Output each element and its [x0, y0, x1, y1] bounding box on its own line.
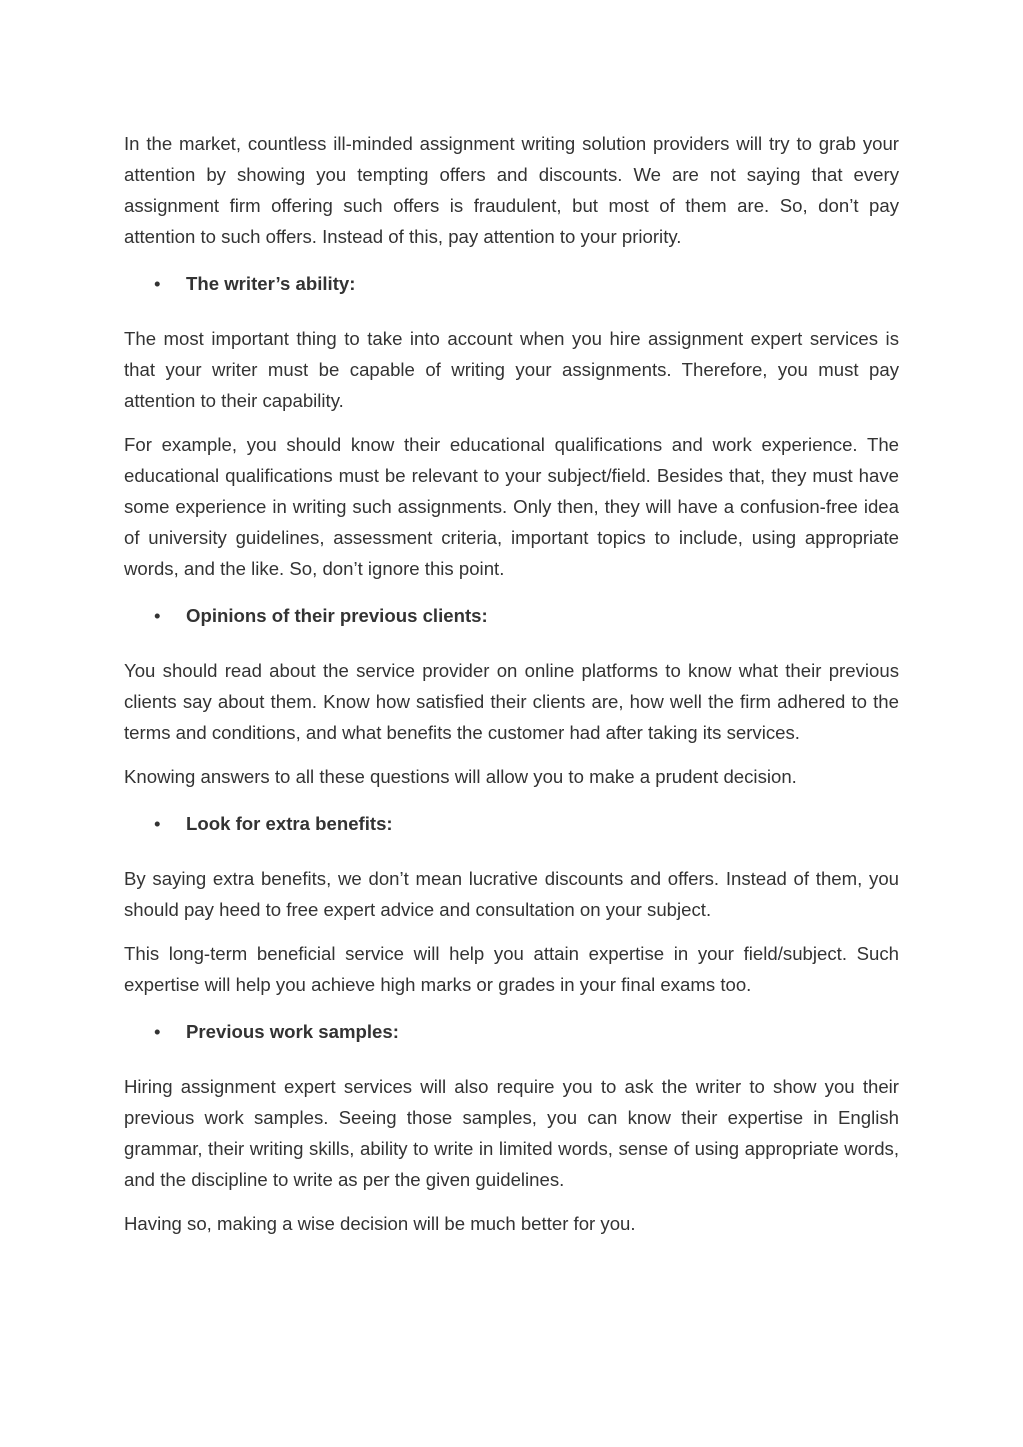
bullet-icon: •	[154, 273, 161, 294]
bullet-icon: •	[154, 605, 161, 626]
paragraph-qualifications: For example, you should know their educational qualifications and work experience. The educational qualifications must be relevant to your subject/field. Besides that, they must have some experience in writing such assignments. Only then, they will have a confusion-free idea of university guidelines, assessment criteria, important topics to include, using appropriate words, and the like. So, don’t ignore this point.	[124, 434, 899, 579]
paragraph-long-term-service: This long-term beneficial service will help you attain expertise in your field/subject. Such expertise will help you achieve high marks or grades in your final exams too.	[124, 943, 899, 995]
paragraph-expert-advice: By saying extra benefits, we don’t mean lucrative discounts and offers. Instead of them, you should pay heed to free expert advice and consultation on your subject.	[124, 868, 899, 920]
heading-label: The writer’s ability:	[186, 273, 356, 294]
paragraph-samples-detail: Hiring assignment expert services will also require you to ask the writer to show you their previous work samples. Seeing those samples, you can know their expertise in English grammar, their writing skills, ability to write in limited words, sense of using appropriate words, and the discipline to write as per the given guidelines.	[124, 1076, 899, 1190]
heading-label: Opinions of their previous clients:	[186, 605, 488, 626]
paragraph-writer-capability: The most important thing to take into account when you hire assignment expert services is that your writer must be capable of writing your assignments. Therefore, you must pay attention to their capability.	[124, 328, 899, 411]
heading-writers-ability	[124, 268, 899, 299]
paragraph-prudent-decision: Knowing answers to all these questions will allow you to make a prudent decision.	[124, 766, 797, 787]
heading-previous-clients	[124, 600, 899, 631]
paragraph-wise-decision: Having so, making a wise decision will be much better for you.	[124, 1213, 636, 1234]
bullet-icon: •	[154, 1021, 161, 1042]
paragraph-market-offers: In the market, countless ill-minded assignment writing solution providers will try to grab your attention by showing you tempting offers and discounts. We are not saying that every assignment firm offering such offers is fraudulent, but most of them are. So, don’t pay attention to such offers. Instead of this, pay attention to your priority.	[124, 133, 899, 247]
heading-work-samples	[124, 1016, 899, 1047]
heading-label: Previous work samples:	[186, 1021, 399, 1042]
heading-extra-benefits	[124, 808, 899, 839]
bullet-icon: •	[154, 813, 161, 834]
heading-label: Look for extra benefits:	[186, 813, 393, 834]
document-body	[124, 128, 899, 1239]
paragraph-client-reviews: You should read about the service provider on online platforms to know what their previous clients say about them. Know how satisfied their clients are, how well the firm adhered to the terms and conditions, and what benefits the customer had after taking its services.	[124, 660, 899, 743]
